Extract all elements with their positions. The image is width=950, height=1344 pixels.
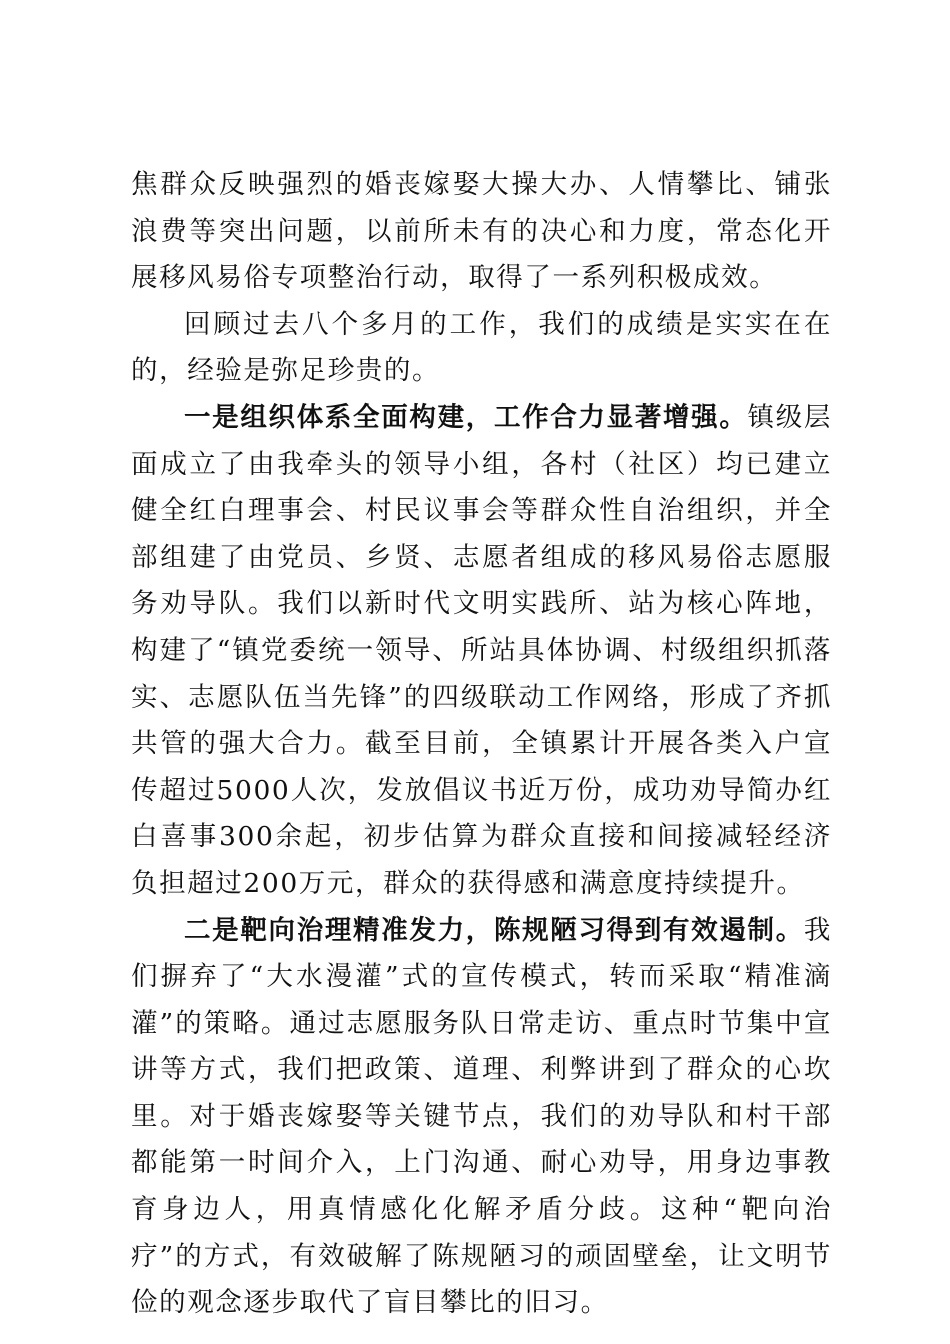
paragraph-4-heading: 二是靶向治理精准发力，陈规陋习得到有效遏制。 (184, 914, 804, 946)
paragraph-2 (131, 302, 832, 395)
paragraph-1 (131, 162, 832, 302)
paragraph-1-text: 焦群众反映强烈的婚丧嫁娶大操大办、人情攀比、铺张浪费等突出问题，以前所未有的决心和力度，常态化开展移风易俗专项整治行动，取得了一系列积极成效。 (131, 169, 832, 294)
paragraph-3 (131, 395, 832, 908)
paragraph-3-text: 镇级层面成立了由我牵头的领导小组，各村（社区）均已建立健全红白理事会、村民议事会等群众性自治组织，并全部组建了由党员、乡贤、志愿者组成的移风易俗志愿服务劝导队。我们以新时代文明实践所、站为核心阵地，构建了“镇党委统一领导、所站具体协调、村级组织抓落实、志愿队伍当先锋”的四级联动工作网络，形成了齐抓共管的强大合力。截至目前，全镇累计开展各类入户宣传超过5000人次，发放倡议书近万份，成功劝导简办红白喜事300余起，初步估算为群众直接和间接减轻经济负担超过200万元，群众的获得感和满意度持续提升。 (131, 401, 833, 899)
paragraph-3-heading: 一是组织体系全面构建，工作合力显著增强。 (184, 401, 748, 433)
paragraph-4-text: 我们摒弃了“大水漫灌”式的宣传模式，转而采取“精准滴灌”的策略。通过志愿服务队日常走访、重点时节集中宣讲等方式，我们把政策、道理、利弊讲到了群众的心坎里。对于婚丧嫁娶等关键节点，我们的劝导队和村干部都能第一时间介入，上门沟通、耐心劝导，用身边事教育身边人，用真情感化化解矛盾分歧。这种“靶向治疗”的方式，有效破解了陈规陋习的顽固壁垒，让文明节俭的观念逐步取代了盲目攀比的旧习。 (131, 914, 832, 1319)
document-body (131, 162, 832, 1327)
paragraph-4 (131, 908, 832, 1327)
paragraph-2-text: 回顾过去八个多月的工作，我们的成绩是实实在在的，经验是弥足珍贵的。 (131, 308, 832, 387)
